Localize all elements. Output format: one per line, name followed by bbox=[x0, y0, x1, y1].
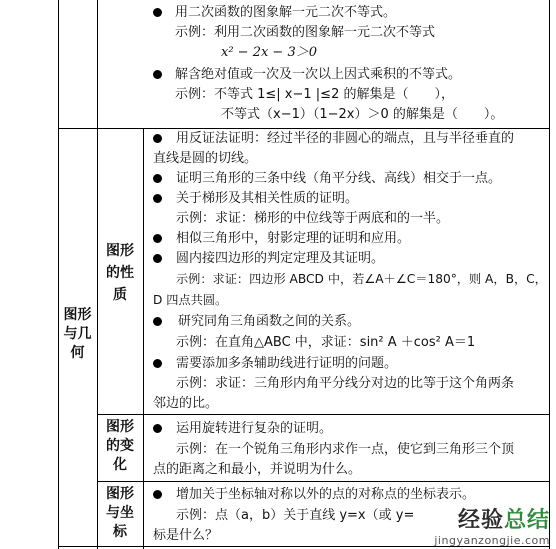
row-divider-top bbox=[58, 128, 550, 129]
sub1-item: 示例：在直角△ABC 中，求证：sin² A ＋cos² A＝1 bbox=[176, 335, 476, 350]
sub-label-line: 与坐 bbox=[106, 505, 134, 521]
bullet-icon bbox=[153, 359, 162, 368]
bullet-icon bbox=[153, 8, 162, 17]
sub1-item: 直线是圆的切线。 bbox=[153, 151, 258, 166]
watermark-text-green: 总结 bbox=[503, 508, 550, 533]
sub1-item: 需要添加多条辅助线进行证明的问题。 bbox=[176, 356, 398, 371]
sub-label-line: 质 bbox=[113, 287, 127, 303]
top-item-2: 解含绝对值或一次及一次以上因式乘积的不等式。 bbox=[175, 67, 462, 82]
sub3-item: 标是什么？ bbox=[153, 528, 219, 543]
section-label-geometry bbox=[58, 306, 97, 363]
sub1-item: 示例：求证：四边形 ABCD 中，若∠A＋∠C＝180°，则 A，B，C， bbox=[176, 272, 547, 286]
bullet-icon bbox=[153, 134, 162, 143]
top-item-1-example: 示例：利用二次函数的图象解一元二次不等式 bbox=[175, 25, 436, 40]
sub-label-transformation bbox=[97, 418, 143, 475]
sub2-item: 示例：在一个锐角三角形内求作一点，使它到三角形三个顶 bbox=[176, 442, 515, 457]
row-divider-sub2 bbox=[97, 481, 550, 482]
section-label-line: 与几 bbox=[63, 326, 92, 342]
bullet-icon bbox=[153, 490, 162, 499]
sub2-item: 运用旋转进行复杂的证明。 bbox=[176, 421, 333, 436]
top-item-1: 用二次函数的图象解一元二次不等式。 bbox=[175, 5, 397, 20]
col-divider-2 bbox=[143, 128, 144, 549]
section-label-line: 何 bbox=[70, 345, 85, 361]
sub1-item: 邻边的比。 bbox=[153, 396, 219, 411]
sub1-item: 关于梯形及其相关性质的证明。 bbox=[176, 191, 359, 206]
sub1-item: 证明三角形的三条中线（角平分线、高线）相交于一点。 bbox=[176, 171, 502, 186]
bullet-icon bbox=[153, 70, 162, 79]
sub1-item: 研究同角三角函数之间的关系。 bbox=[178, 314, 361, 329]
watermark-text: 经验 bbox=[457, 508, 504, 533]
sub-label-line: 的变 bbox=[106, 438, 134, 454]
top-item-2-example-1: 示例：不等式 1≤| x−1 |≤2 的解集是（ ）， bbox=[175, 87, 454, 102]
sub2-item: 点的距离之和最小，并说明为什么。 bbox=[153, 462, 362, 477]
bullet-icon bbox=[153, 254, 162, 263]
sub-label-line: 标 bbox=[113, 524, 127, 540]
sub-label-line: 图形 bbox=[106, 486, 134, 502]
watermark bbox=[434, 503, 550, 547]
sub-label-line: 的性 bbox=[106, 265, 134, 281]
section-label-line: 图形 bbox=[63, 307, 92, 323]
table-border-right bbox=[549, 0, 550, 549]
bullet-icon bbox=[153, 194, 162, 203]
sub1-item: D 四点共圆。 bbox=[153, 293, 228, 307]
sub-label-line: 图形 bbox=[106, 419, 134, 435]
sub1-item: 相似三角形中，射影定理的证明和应用。 bbox=[176, 231, 411, 246]
bullet-icon bbox=[153, 174, 162, 183]
table-border-left bbox=[58, 0, 59, 549]
sub-label-coordinates bbox=[97, 485, 143, 542]
sub-label-properties bbox=[97, 240, 143, 306]
bullet-icon bbox=[153, 234, 162, 243]
bullet-icon bbox=[153, 317, 162, 326]
watermark-url: jingyanzongjie.com bbox=[434, 534, 550, 547]
sub1-item: 圆内接四边形的判定定理及其证明。 bbox=[176, 251, 385, 266]
bullet-icon bbox=[153, 424, 162, 433]
sub-label-line: 图形 bbox=[106, 243, 134, 259]
top-item-2-example-2: 不等式（x−1）（1−2x）＞0 的解集是（ ）。 bbox=[221, 107, 504, 122]
sub1-item: 示例：求证：三角形内角平分线分对边的比等于这个角两条 bbox=[176, 376, 515, 391]
top-item-1-formula: x² − 2x − 3＞0 bbox=[221, 45, 318, 60]
row-divider-sub1 bbox=[97, 414, 550, 415]
sub-label-line: 化 bbox=[113, 457, 127, 473]
sub3-item: 增加关于坐标轴对称以外的点的对称点的坐标表示。 bbox=[176, 487, 476, 502]
sub3-item: 示例：点（a，b）关于直线 y=x（或 y= bbox=[176, 508, 415, 523]
sub1-item: 示例：求证：梯形的中位线等于两底和的一半。 bbox=[176, 211, 450, 226]
sub1-item: 用反证法证明：经过半径的非圆心的端点，且与半径垂直的 bbox=[176, 131, 515, 146]
